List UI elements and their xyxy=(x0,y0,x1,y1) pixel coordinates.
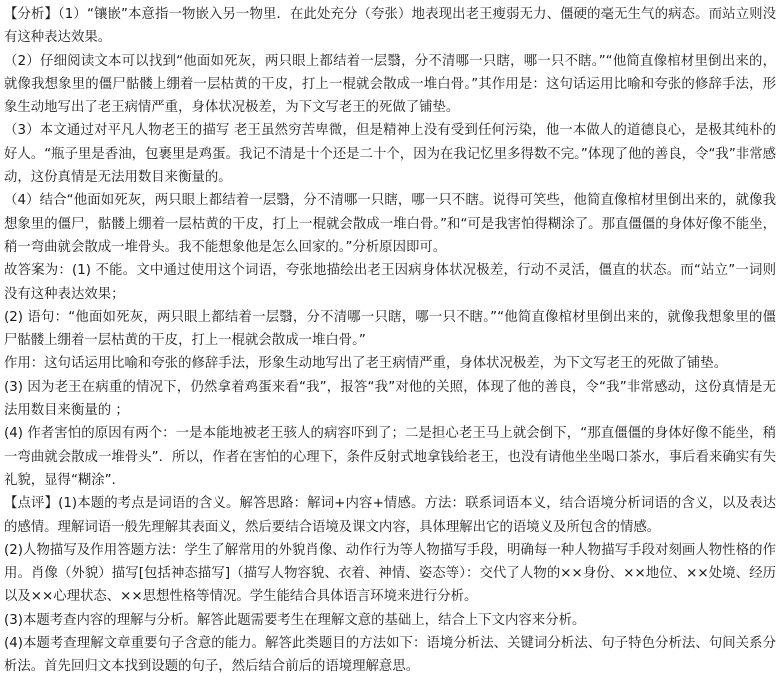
answer-para-4: (4) 作者害怕的原因有两个：一是本能地被老王骇人的病容吓到了；二是担心老王马上就会倒下，“那直僵僵的身体好像不能坐，稍一弯曲就会散成一堆骨头”．所以，作者在害怕的心理下，条件反射式地拿钱给老王，也没有请他坐坐喝口茶水，事后看来确实有失礼貌，显得“糊涂”． xyxy=(4,426,776,488)
answer-para-3: (3) 因为老王在病重的情况下，仍然拿着鸡蛋来看“我”，报答“我”对他的关照，体现了他的善良，令“我”非常感动，这份真情是无法用数目来衡量的 ； xyxy=(4,379,776,419)
answer-para-2: (2) 语句：“他面如死灰，两只眼上都结着一层翳，分不清哪一只瞎，哪一只不瞎。”“他简直像棺材里倒出来的，就像我想象里的僵尸骷髅上绷着一层枯黄的干皮，打上一棍就会散成一堆白骨。” xyxy=(4,309,776,349)
comment-para-3: (3)本题考查内容的理解与分析。解答此题需要考生在理解文意的基础上，结合上下文内容来分析。 xyxy=(4,612,586,628)
analysis-para-3: （3）本文通过对平凡人物老王的描写 老王虽然穷苦卑微，但是精神上没有受到任何污染，他一本做人的道德良心，是极其纯朴的好人。“瓶子里是香油，包裹里是鸡蛋。我记不清是十个还是二十个，因为在我记忆里多得数不完。”体现了他的善良，令“我”非常感动，这份真情是无法用数目来衡量的。 xyxy=(4,123,776,186)
analysis-para-4: （4）结合“他面如死灰，两只眼上都结着一层翳，分不清哪一只瞎，哪一只不瞎。说得可笑些，他简直像棺材里倒出来的，就像我想象里的僵尸，骷髅上绷着一层枯黄的干皮，打上一棍就会散成一堆白骨。”和“可是我害怕得糊涂了。那直僵僵的身体好像不能坐，稍一弯曲就会散成一堆骨头。我不能想象他是怎么回家的。”分析原因即可。 xyxy=(4,193,776,255)
analysis-para-1: 【分析】（1）“镶嵌”本意指一物嵌入另一物里．在此处充分（夸张）地表现出老王瘦弱无力、僵硬的毫无生气的病态。而站立则没有这种表达效果。 xyxy=(4,7,776,46)
answer-para-1: 故答案为：(1) 不能。文中通过使用这个词语，夸张地描绘出老王因病身体状况极差，行动不灵活，僵直的状态。而“站立”一词则没有这种表达效果； xyxy=(4,263,776,302)
analysis-para-2: （2）仔细阅读文本可以找到“他面如死灰，两只眼上都结着一层翳，分不清哪一只瞎，哪一只不瞎。”“他简直像棺材里倒出来的，就像我想象里的僵尸骷髅上绷着一层枯黄的干皮，打上一棍就会散成一堆白骨。”其作用是：这句话运用比喻和夸张的修辞手法，形象生动地写出了老王病情严重，身体状况极差，为下文写老王的死做了铺垫。 xyxy=(4,53,776,116)
answer-para-2-effect: 作用：这句话运用比喻和夸张的修辞手法，形象生动地写出了老王病情严重，身体状况极差，为下文写老王的死做了铺垫。 xyxy=(4,356,728,372)
comment-para-2: (2)人物描写及作用答题方法：学生了解常用的外貌肖像、动作行为等人物描写手段，明确每一种人物描写手段对刻画人物性格的作用。肖像（外貌）描写[包括神态描写]（描写人物容貌、衣着、神情、姿态等）：交代了人物的××身份、××地位、××处境、经历以及××心理状态、××思想性格等情况。学生能结合具体语言环境来进行分析。 xyxy=(4,542,776,605)
comment-para-1: 【点评】(1)本题的考点是词语的含义。解答思路：解词+内容+情感。方法：联系词语本义，结合语境分析词语的含义，以及表达的感情。理解词语一般先理解其表面义，然后要结合语境及课文内容，具体理解出它的语境义及所包含的情感。 xyxy=(4,496,776,535)
comment-para-4: (4)本题考查理解文章重要句子含意的能力。解答此类题目的方法如下：语境分析法、关键词分析法、句子特色分析法、句间关系分析法。首先回归文本找到设题的句子，然后结合前后的语境理解意思。 xyxy=(4,636,776,675)
